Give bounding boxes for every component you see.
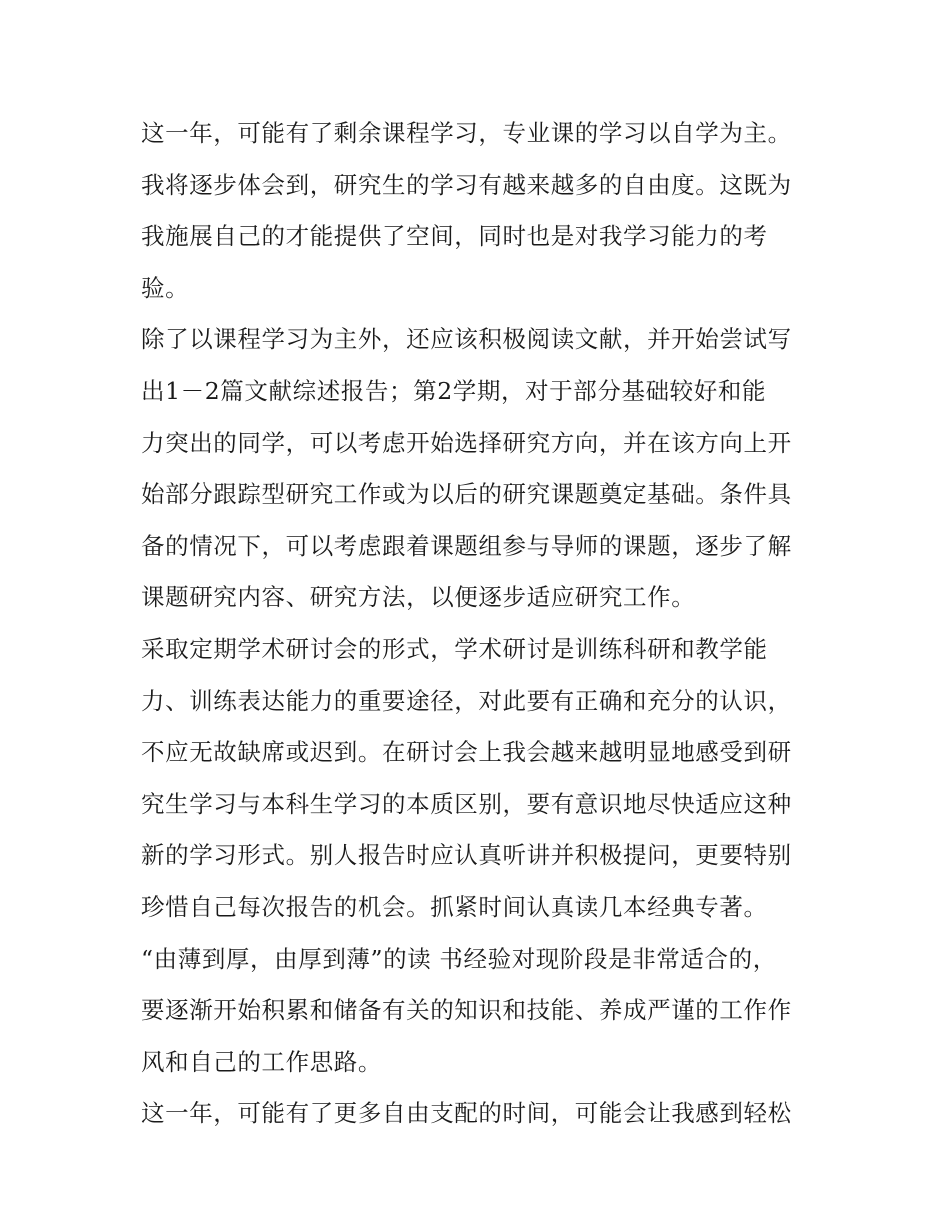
text-line: 始部分跟踪型研究工作或为以后的研究课题奠定基础。条件具 [141,480,792,509]
text-line: 风和自己的工作思路。 [141,1047,382,1076]
text-line: 除了以课程学习为主外，还应该积极阅读文献，并开始尝试写 [141,325,792,354]
text-line: 要逐渐开始积累和储备有关的知识和技能、养成严谨的工作作 [141,996,792,1025]
text-line: 力突出的同学，可以考虑开始选择研究方向，并在该方向上开 [141,428,792,457]
text-line: 新的学习形式。别人报告时应认真听讲并积极提问，更要特别 [141,841,792,870]
body-text [141,108,821,1140]
text-line: 我将逐步体会到，研究生的学习有越来越多的自由度。这既为 [141,170,792,199]
text-line: 力、训练表达能力的重要途径，对此要有正确和充分的认识， [141,686,792,715]
text-line: 出1－2篇文献综述报告；第2学期，对于部分基础较好和能 [141,376,767,405]
text-line: 我施展自己的才能提供了空间，同时也是对我学习能力的考 [141,222,768,251]
text-line: 珍惜自己每次报告的机会。抓紧时间认真读几本经典专著。 [141,892,768,921]
text-line: 这一年，可能有了更多自由支配的时间，可能会让我感到轻松 [141,1099,792,1128]
text-line: 采取定期学术研讨会的形式，学术研讨是训练科研和教学能 [141,634,768,663]
text-line: 备的情况下，可以考虑跟着课题组参与导师的课题，逐步了解 [141,531,792,560]
text-line: 这一年，可能有了剩余课程学习，专业课的学习以自学为主。 [141,119,792,147]
text-line: 课题研究内容、研究方法，以便逐步适应研究工作。 [141,583,696,612]
text-line: “由薄到厚，由厚到薄”的读 书经验对现阶段是非常适合的， [141,944,777,973]
text-line: 不应无故缺席或迟到。在研讨会上我会越来越明显地感受到研 [141,738,792,767]
text-line: 验。 [141,273,190,302]
text-line: 究生学习与本科生学习的本质区别，要有意识地尽快适应这种 [141,789,792,818]
